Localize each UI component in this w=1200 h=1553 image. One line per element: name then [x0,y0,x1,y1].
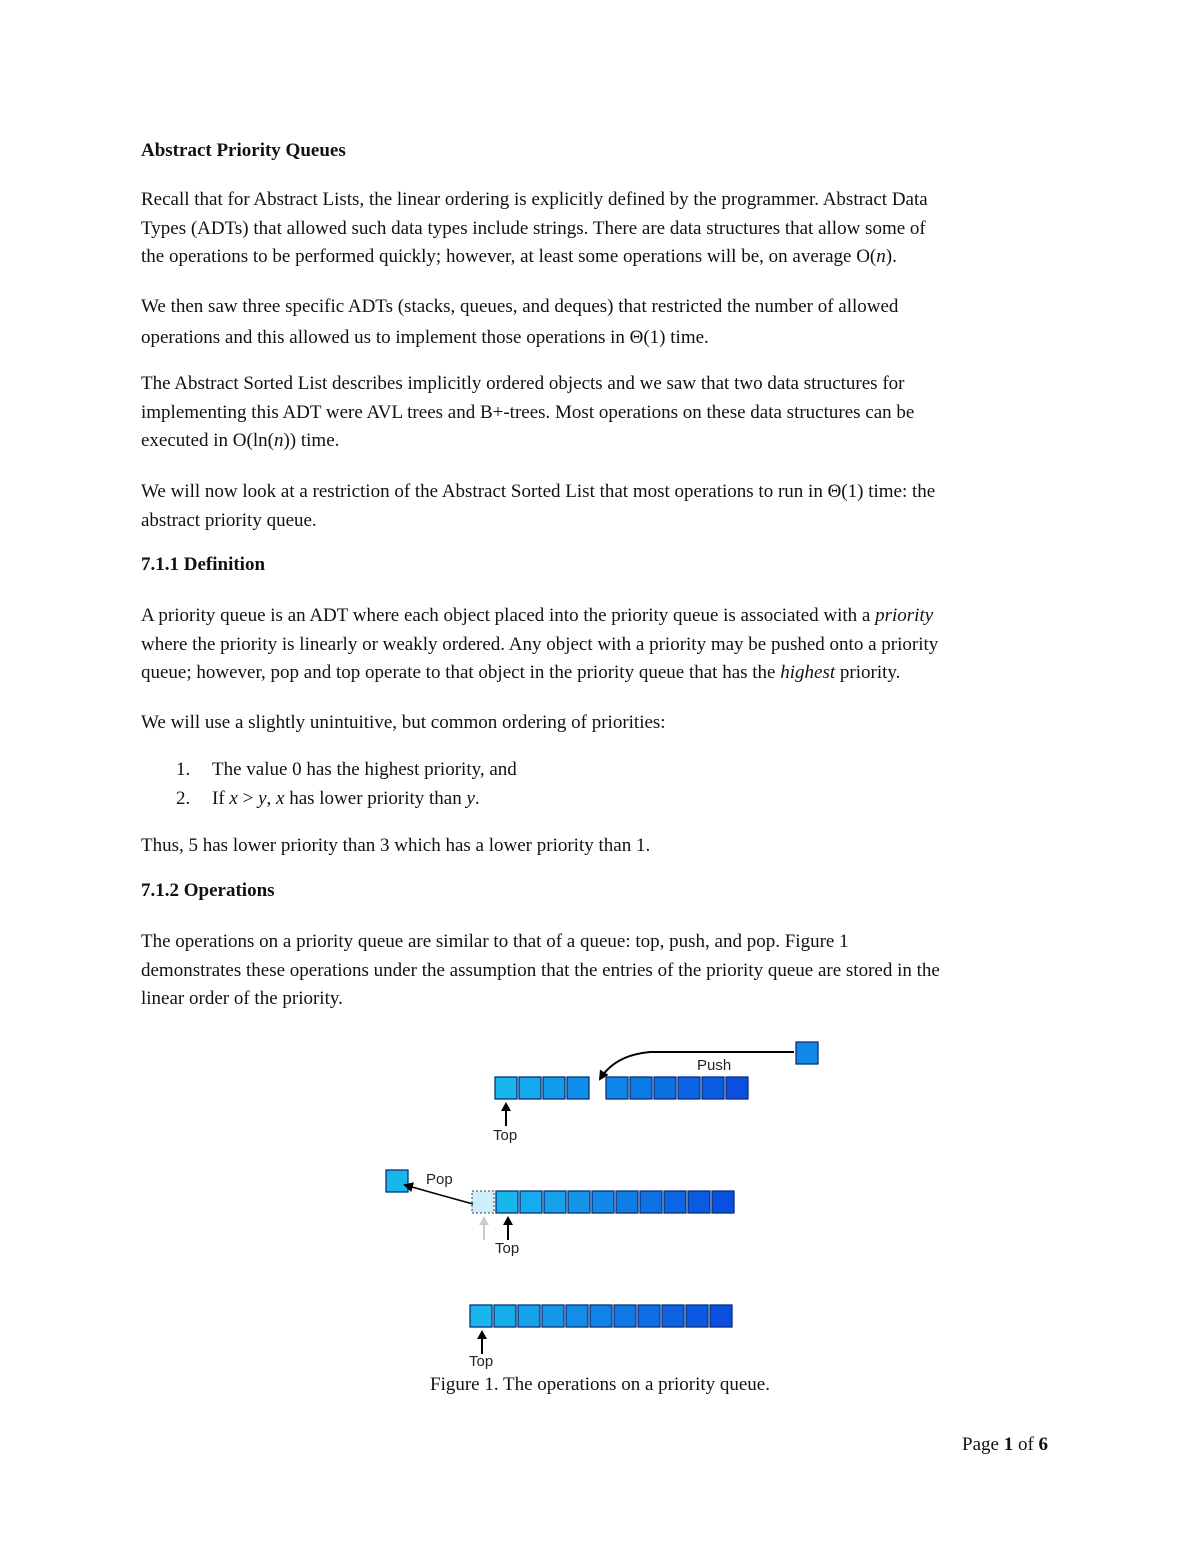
queue-cell [518,1305,540,1327]
math-var: x [276,787,285,809]
queue-cell [542,1305,564,1327]
top-label: Top [495,1240,520,1257]
queue-cell [726,1077,748,1099]
text-line [141,602,1061,631]
top-label: Top [493,1127,518,1144]
queue-cell [567,1077,589,1099]
text-span: , [266,787,276,809]
text-span: priority. [835,662,901,683]
queue-cell [688,1191,710,1213]
intro-paragraph-1 [141,186,1061,272]
queue-cell [640,1191,662,1213]
queue-cell [495,1077,517,1099]
text-span: has lower priority than [284,787,467,809]
queue-cell [654,1077,676,1099]
list-text [212,785,480,814]
top-pointer [469,1330,493,1370]
ordering-summary: Thus, 5 has lower priority than 3 which has a lower priority than 1. [141,835,651,856]
text-span: ). [885,246,897,267]
popped-cell [386,1170,408,1192]
queue-cell [470,1305,492,1327]
intro-paragraph-3 [141,370,1061,456]
queue-cell [710,1305,732,1327]
queue-cell [616,1191,638,1213]
top-pointer [495,1216,519,1257]
text-line [141,659,1061,688]
list-item [176,785,1056,814]
emphasis: highest [780,662,836,683]
text-span: queue; however, pop and top operate to that object in the priority queue that has the [141,662,781,683]
list-text: The value 0 has the highest priority, and [212,759,517,780]
text-line: We will now look at a restriction of the Abstract Sorted List that most operations to run in Θ(1) time: the [141,481,936,502]
current-page: 1 [1003,1434,1014,1455]
queue-cell [686,1305,708,1327]
text-span: the operations to be performed quickly; however, at least some operations will be, on average O( [141,246,877,267]
text-line [141,243,1061,272]
text-line: implementing this ADT were AVL trees and B+-trees. Most operations on these data structures can be [141,401,915,423]
removed-cell [472,1191,494,1213]
queue-cell [590,1305,612,1327]
operations-paragraph [141,928,1061,1014]
text-line: We then saw three specific ADTs (stacks, queues, and deques) that restricted the number of allowed [141,296,899,317]
text-line: Recall that for Abstract Lists, the linear ordering is explicitly defined by the programmer. Abstract Data [141,189,928,210]
top-pointer [493,1102,517,1144]
text-span: If [212,787,230,809]
priority-queue-figure [380,1035,830,1380]
queue-cell [544,1191,566,1213]
queue-cell [664,1191,686,1213]
queue-cell [496,1191,518,1213]
definition-paragraph [141,602,1061,688]
push-label: Push [697,1057,732,1074]
text-line: The Abstract Sorted List describes implicitly ordered objects and we saw that two data structures for [141,373,905,394]
text-span: executed in O(ln( [141,430,274,451]
queue-cell [630,1077,652,1099]
queue-cell [494,1305,516,1327]
intro-paragraph-4 [141,478,1061,535]
queue-cell [678,1077,700,1099]
page-title: Abstract Priority Queues [141,140,346,161]
total-pages: 6 [1038,1434,1049,1455]
text-span: > [237,787,259,809]
text-line: demonstrates these operations under the assumption that the entries of the priority queue are stored in the [141,959,940,981]
section-heading-operations: 7.1.2 Operations [141,880,275,901]
queue-cell [712,1191,734,1213]
queue-cell [520,1191,542,1213]
text-span: Page [962,1434,1004,1455]
text-span: A priority queue is an ADT where each object placed into the priority queue is associated with a [141,605,876,626]
text-span: . [474,787,480,809]
text-line: Types (ADTs) that allowed such data types include strings. There are data structures that allow some of [141,217,926,239]
queue-cell [566,1305,588,1327]
section-heading-definition: 7.1.1 Definition [141,554,266,575]
queue-cell [519,1077,541,1099]
page-number [962,1434,1048,1456]
push-row [495,1042,818,1099]
queue-cell [606,1077,628,1099]
math-var: n [273,430,284,451]
top-label: Top [469,1353,494,1370]
math-var: n [876,246,886,267]
text-span: of [1013,1434,1039,1455]
text-line: where the priority is linearly or weakly ordered. Any object with a priority may be pushed onto a priority [141,633,939,655]
math-var: y [466,787,475,809]
queue-cell [568,1191,590,1213]
emphasis: priority [875,605,934,626]
queue-cell [592,1191,614,1213]
figure-caption: Figure 1. The operations on a priority queue. [430,1374,770,1395]
queue-cell [614,1305,636,1327]
text-line: linear order of the priority. [141,988,343,1009]
queue-cell [662,1305,684,1327]
math-var: y [258,787,267,809]
text-line: abstract priority queue. [141,509,317,531]
pushed-cell [796,1042,818,1064]
text-line [141,427,1061,456]
queue-cell [543,1077,565,1099]
intro-paragraph-2 [141,291,1061,353]
list-number: 2. [176,787,191,809]
math-var: x [229,787,238,809]
ordering-intro: We will use a slightly unintuitive, but common ordering of priorities: [141,712,666,733]
text-line: The operations on a priority queue are similar to that of a queue: top, push, and pop. Figure 1 [141,931,849,952]
list-number: 1. [176,759,191,780]
result-row [470,1305,732,1327]
pop-label: Pop [426,1171,453,1188]
text-line: operations and this allowed us to implement those operations in Θ(1) time. [141,327,709,348]
queue-cell [638,1305,660,1327]
text-span: )) time. [283,430,340,451]
ordering-list [176,756,1056,813]
queue-cell [702,1077,724,1099]
old-top-pointer [479,1216,489,1240]
list-item [176,756,1056,785]
